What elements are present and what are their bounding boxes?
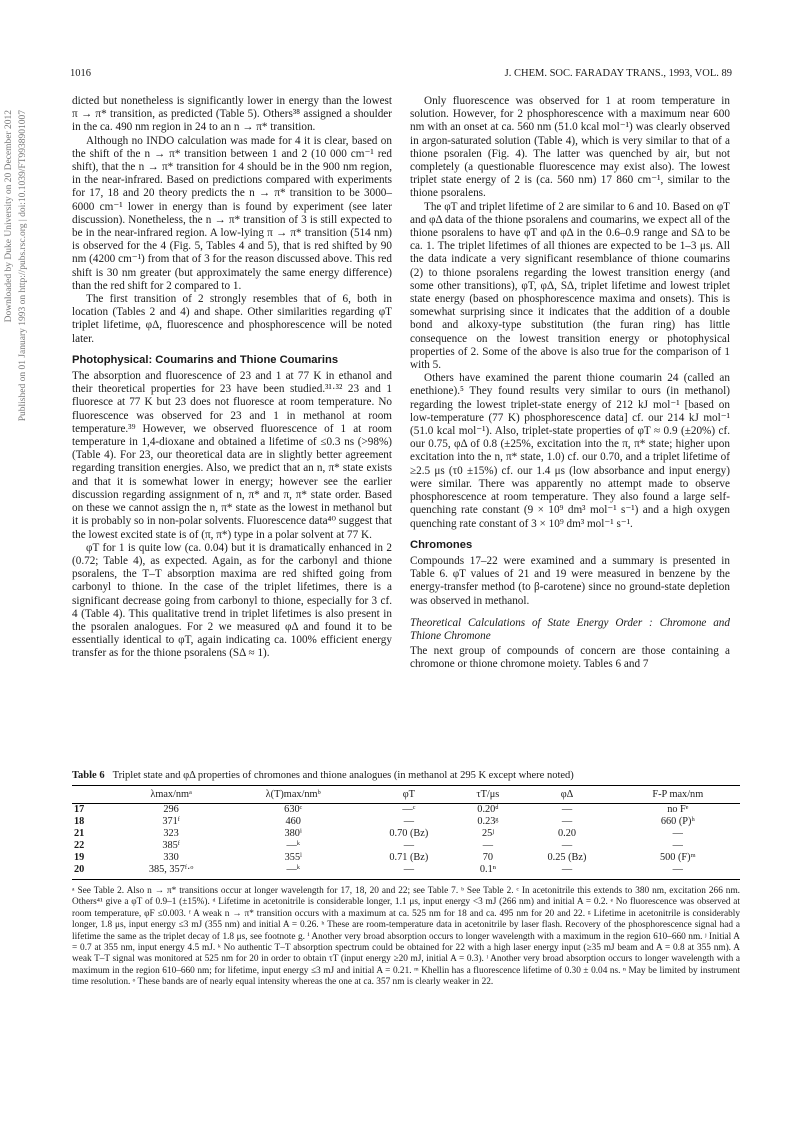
table-cell: 385ᶠ: [162, 840, 180, 851]
table-cell: 70: [482, 852, 494, 863]
paragraph: The absorption and fluorescence of 23 and 1 at 77 K in ethanol and their theoretical properties for 23 have been studied.³¹·³² 23 and 1 fluoresce at 77 K but 23 does not fluoresce at room temperature. No fluorescence was observed for 23 and 1 in methanol at room temperature.³⁹ However, we observed fluorescence of 1 at room temperature in 1,4-dioxane and obtained a lifetime of ≤0.3 ns (>98%) (Table 4). For 23, our theoretical data are in slightly better agreement regarding transition energies. Also, we predict that an n, π* state exists and that it is somewhat lower in energy; however see the earlier discussion regarding assignment of n, π* and π, π* state order. Based on these we cannot assign the n, π* state as the lowest in methanol but it is probably so in non-polar solvents. Fluorescence data⁴⁰ suggest that the lowest excited state is of (π, π*) type in a polar solvent at 77 K.: [72, 370, 392, 541]
table-header-row: [72, 786, 740, 804]
table-cell: 330: [163, 852, 179, 863]
table-cell: 630ᶜ: [284, 804, 303, 815]
table-cell: 0.1ⁿ: [458, 864, 519, 880]
column-header: [72, 786, 116, 804]
column-header: F-P max/nm: [616, 786, 740, 804]
paragraph: The first transition of 2 strongly resembles that of 6, both in location (Tables 2 and 4) and shape. Other similarities regarding φT triplet lifetime, φΔ, fluorescence and phosphorescence will be noted later.: [72, 293, 392, 345]
table-cell: —: [403, 816, 414, 827]
table-row: [72, 840, 740, 852]
table-cell: 17: [74, 804, 85, 815]
table-cell: 323: [163, 828, 179, 839]
column-header: τT/μs: [458, 786, 519, 804]
table-cell: 660 (P)ʰ: [660, 816, 695, 827]
column-header: λmax/nmᵃ: [116, 786, 226, 804]
paragraph: Only fluorescence was observed for 1 at room temperature in solution. However, for 2 phosphorescence with a maximum near 600 nm with an onset at ca. 560 nm (51.0 kcal mol⁻¹) was clearly observed in argon-saturated solution (Table 4), which is very similar to that of a thione psoralen (Fig. 4). The latter was quenched by air, but not completely (a questionable fluorescence may exist also). The lowest triplet state energy of 2 is (ca. 560 nm) 17 860 cm⁻¹, similar to the thione psoralens.: [410, 95, 730, 200]
table-cell: no Fᵉ: [667, 804, 689, 815]
table-cell: 21: [74, 828, 85, 839]
table-row: [72, 828, 740, 840]
table-cell: 0.71 (Bz): [389, 852, 429, 863]
table-row: [72, 804, 740, 817]
paragraph: dicted but nonetheless is significantly lower in energy than the lowest π → π* transition, as predicted (Table 5). Others³⁸ assigned a shoulder in the ca. 490 nm region in 24 to an n → π* transition.: [72, 95, 392, 134]
section-heading: Chromones: [410, 538, 473, 551]
paragraph: Although no INDO calculation was made for 4 it is clear, based on the shift of the n → π* transition between 1 and 2 (10 000 cm⁻¹ red shift), that the n → π* transition for 4 should be in the 900 nm region, in the near-infrared. Based on predictions compared with experiments for 17, 18 and 20 theory predicts the n → π* transition to be 3000–6000 cm⁻¹ lower in energy than is found by experiment (see later discussion). Nonetheless, the n → π* transition of 3 is still expected to be in the near-infrared region. A low-lying π → π* transition (514 nm) is observed for the 4 (Fig. 5, Tables 4 and 5), that is red shifted by 90 nm (4200 cm⁻¹) from that of 3 for the reason discussed above. This red shift is 30 nm greater (but approximately the same energy difference) than the red shift for 2 compared to 1.: [72, 134, 392, 292]
section-heading: Photophysical: Coumarins and Thione Coumarins: [72, 353, 339, 366]
table-cell: 18: [74, 816, 85, 827]
table-cell: —: [672, 828, 683, 839]
table-cell: —ᵏ: [286, 840, 300, 851]
table-row: [72, 852, 740, 864]
table-cell: —: [561, 840, 573, 851]
table-caption: [72, 770, 740, 781]
table-cell: 355ˡ: [284, 852, 302, 863]
table-cell: 380ⁱ: [284, 828, 302, 839]
doi-note: Published on 01 January 1993 on http://pubs.rsc.org | doi:10.1039/FT9938901007: [18, 110, 28, 422]
left-column: [72, 95, 392, 661]
table-6: [72, 770, 740, 989]
table-row: [72, 864, 740, 880]
table-cell: —: [482, 840, 494, 851]
table-cell: 19: [74, 852, 85, 863]
table-cell: 296: [163, 804, 179, 815]
table-cell: 500 (F)ᵐ: [659, 852, 696, 863]
data-table: [72, 785, 740, 880]
subsection-heading: Theoretical Calculations of State Energy Order : Chromone and Thione Chromone: [410, 616, 730, 642]
column-header: λ(T)max/nmᵇ: [226, 786, 360, 804]
table-cell: —: [616, 864, 740, 880]
table-cell: —: [403, 840, 414, 851]
table-cell: —: [518, 864, 615, 880]
journal-title: J. CHEM. SOC. FARADAY TRANS., 1993, VOL. 89: [504, 68, 732, 79]
table-cell: 0.23ᵍ: [477, 816, 499, 827]
table-cell: —: [561, 816, 573, 827]
table-cell: 385, 357ᶠ·ᵒ: [116, 864, 226, 880]
paragraph: Compounds 17–22 were examined and a summary is presented in Table 6. φT values of 21 and 19 were measured in benzene by the energy-transfer method (to β-carotene) since no ground-state depletion was observed in methanol.: [410, 554, 730, 607]
table-cell: 0.25 (Bz): [547, 852, 587, 863]
table-cell: —: [672, 840, 683, 851]
table-cell: —: [360, 864, 457, 880]
table-cell: 460: [285, 816, 301, 827]
paragraph: Others have examined the parent thione coumarin 24 (called an enethione).⁵ They found results very similar to ours (in methanol) regarding the lowest triplet-state energy of 212 kJ mol⁻¹ [based on low-temperature (77 K) phosphorescence data] cf. our 214 kJ mol⁻¹ (51.0 kcal mol⁻¹). Also, triplet-state properties of φT ≈ 0.9 (±20%) cf. our 0.75, φΔ of 0.8 (±25%, excitation into the π, π* state; higher upon excitation into the n, π* state, 1.0) cf. our 0.70, and a triplet lifetime of ≥2.5 μs (τ0 ±15%) cf. our 1.4 μs (low absorbance and input energy) were similar. There was apparently no attempt made to observe phosphorescence at room temperature. They also found a large self-quenching rate constant (9 × 10⁹ dm³ mol⁻¹ s⁻¹) and a high oxygen quenching rate constant of 3 × 10⁹ dm³ mol⁻¹ s⁻¹.: [410, 372, 730, 530]
table-cell: 0.70 (Bz): [389, 828, 429, 839]
table-footnotes: ᵃ See Table 2. Also n → π* transitions occur at longer wavelength for 17, 18, 20 and 22; see Table 7. ᵇ See Table 2. ᶜ In acetonitrile this extends to 380 nm, excitation 266 nm. Others⁴¹ give a φT of 0.9–1 (±15%). ᵈ Lifetime in acetonitrile is considerable longer, 1.1 μs, input energy <3 mJ (266 nm) and initial A = 0.2. ᵉ No fluorescence was observed at room temperature, φF ≤0.003. ᶠ A weak n → π* transition occurs with a maximum at ca. 525 nm for 18 and ca. 495 nm for 20 and 22. ᵍ Lifetime in acetonitrile is considerably longer, 1.8 μs, input energy ≤3 mJ (355 nm) and initial A = 0.26. ʰ These are room-temperature data in acetonitrile by laser flash. Recovery of the phosphorescence signal had a lifetime the same as the triplet decay of 1.8 μs, see footnote g. ⁱ Another very broad absorption occurs to longer wavelength with a maximum in the region 610–660 nm. ʲ Initial A = 0.7 at 355 nm, input energy 4.5 mJ. ᵏ No authentic T–T absorption spectrum could be obtained for 22 with a high laser energy input (≥35 mJ beam and A = 0.8 at 355 nm). A weak T–T signal was monitored at 525 nm for 20 in order to obtain τT (input energy ≥20 mJ, initial A = 0.3). ˡ Another very broad absorption occurs to longer wavelength with a maximum in the region 610–660 nm; for lifetime, input energy ≤3 mJ and initial A = 0.21. ᵐ Khellin has a fluorescence lifetime of 0.30 ± 0.04 ns. ⁿ May be limited by instrument time resolution. ᵒ These bands are of nearly equal intensity whereas the one at ca. 357 nm is clearly weaker in 22.: [72, 886, 740, 988]
table-label: Table 6: [72, 770, 105, 781]
table-row: [72, 816, 740, 828]
paragraph: φT for 1 is quite low (ca. 0.04) but it is dramatically enhanced in 2 (0.72; Table 4), as expected. Again, as for the carbonyl and thione psoralens, the T–T absorption maxima are red shifted going from carbonyl to thione. In the case of the triplet lifetimes, there is a significant decrease going from carbonyl to thione, especially for 3 cf. 4 (Table 4). This qualitative trend in triplet lifetimes is also present in the psoralen analogues. For 2 we measured φΔ and found it to be essentially identical to φT, again indicating ca. 100% efficient energy transfer as for the thione psoralens (SΔ ≈ 1).: [72, 541, 392, 660]
table-cell: 20: [72, 864, 116, 880]
table-cell: 0.20ᵈ: [477, 804, 499, 815]
download-watermark: [0, 110, 40, 670]
table-cell: —ᶜ: [402, 804, 416, 815]
column-header: φT: [360, 786, 457, 804]
paragraph: The next group of compounds of concern are those containing a chromone or thione chromone moiety. Tables 6 and 7: [410, 645, 730, 671]
column-header: φΔ: [518, 786, 615, 804]
table-cell: —ᵏ: [226, 864, 360, 880]
download-note: Downloaded by Duke University on 20 December 2012: [4, 110, 14, 323]
table-cell: 22: [74, 840, 85, 851]
table-caption-text: Triplet state and φΔ properties of chromones and thione analogues (in methanol at 295 K except where noted): [112, 770, 574, 781]
table-cell: 25ʲ: [481, 828, 494, 839]
table-cell: 0.20: [557, 828, 576, 839]
table-cell: 371ᶠ: [162, 816, 180, 827]
right-column: [410, 95, 730, 672]
table-cell: —: [561, 804, 573, 815]
paragraph: The φT and triplet lifetime of 2 are similar to 6 and 10. Based on φT and φΔ data of the thione psoralens and coumarins, we expect all of the thione psoralens to have φT and φΔ in the 0.6–0.9 range and SΔ to be ca. 1. The triplet lifetimes of all thiones are expected to be 1–3 μs. All the data indicate a very significant resemblance of thione coumarins (2) to thione psoralens regarding the lowest transition energy (and some other transitions), φT, φΔ, SΔ, triplet lifetime and lowest triplet state energy (based on phosphorescence maxima and onsets). This is somewhat surprising since it indicates that the addition of a double bond and alkoxy-type substitution (the furan ring) has little consequence on the lowest transition energy or photophysical properties of 2. Some of the above is also true for the comparison of 1 with 5.: [410, 200, 730, 372]
page-number: 1016: [70, 68, 91, 79]
